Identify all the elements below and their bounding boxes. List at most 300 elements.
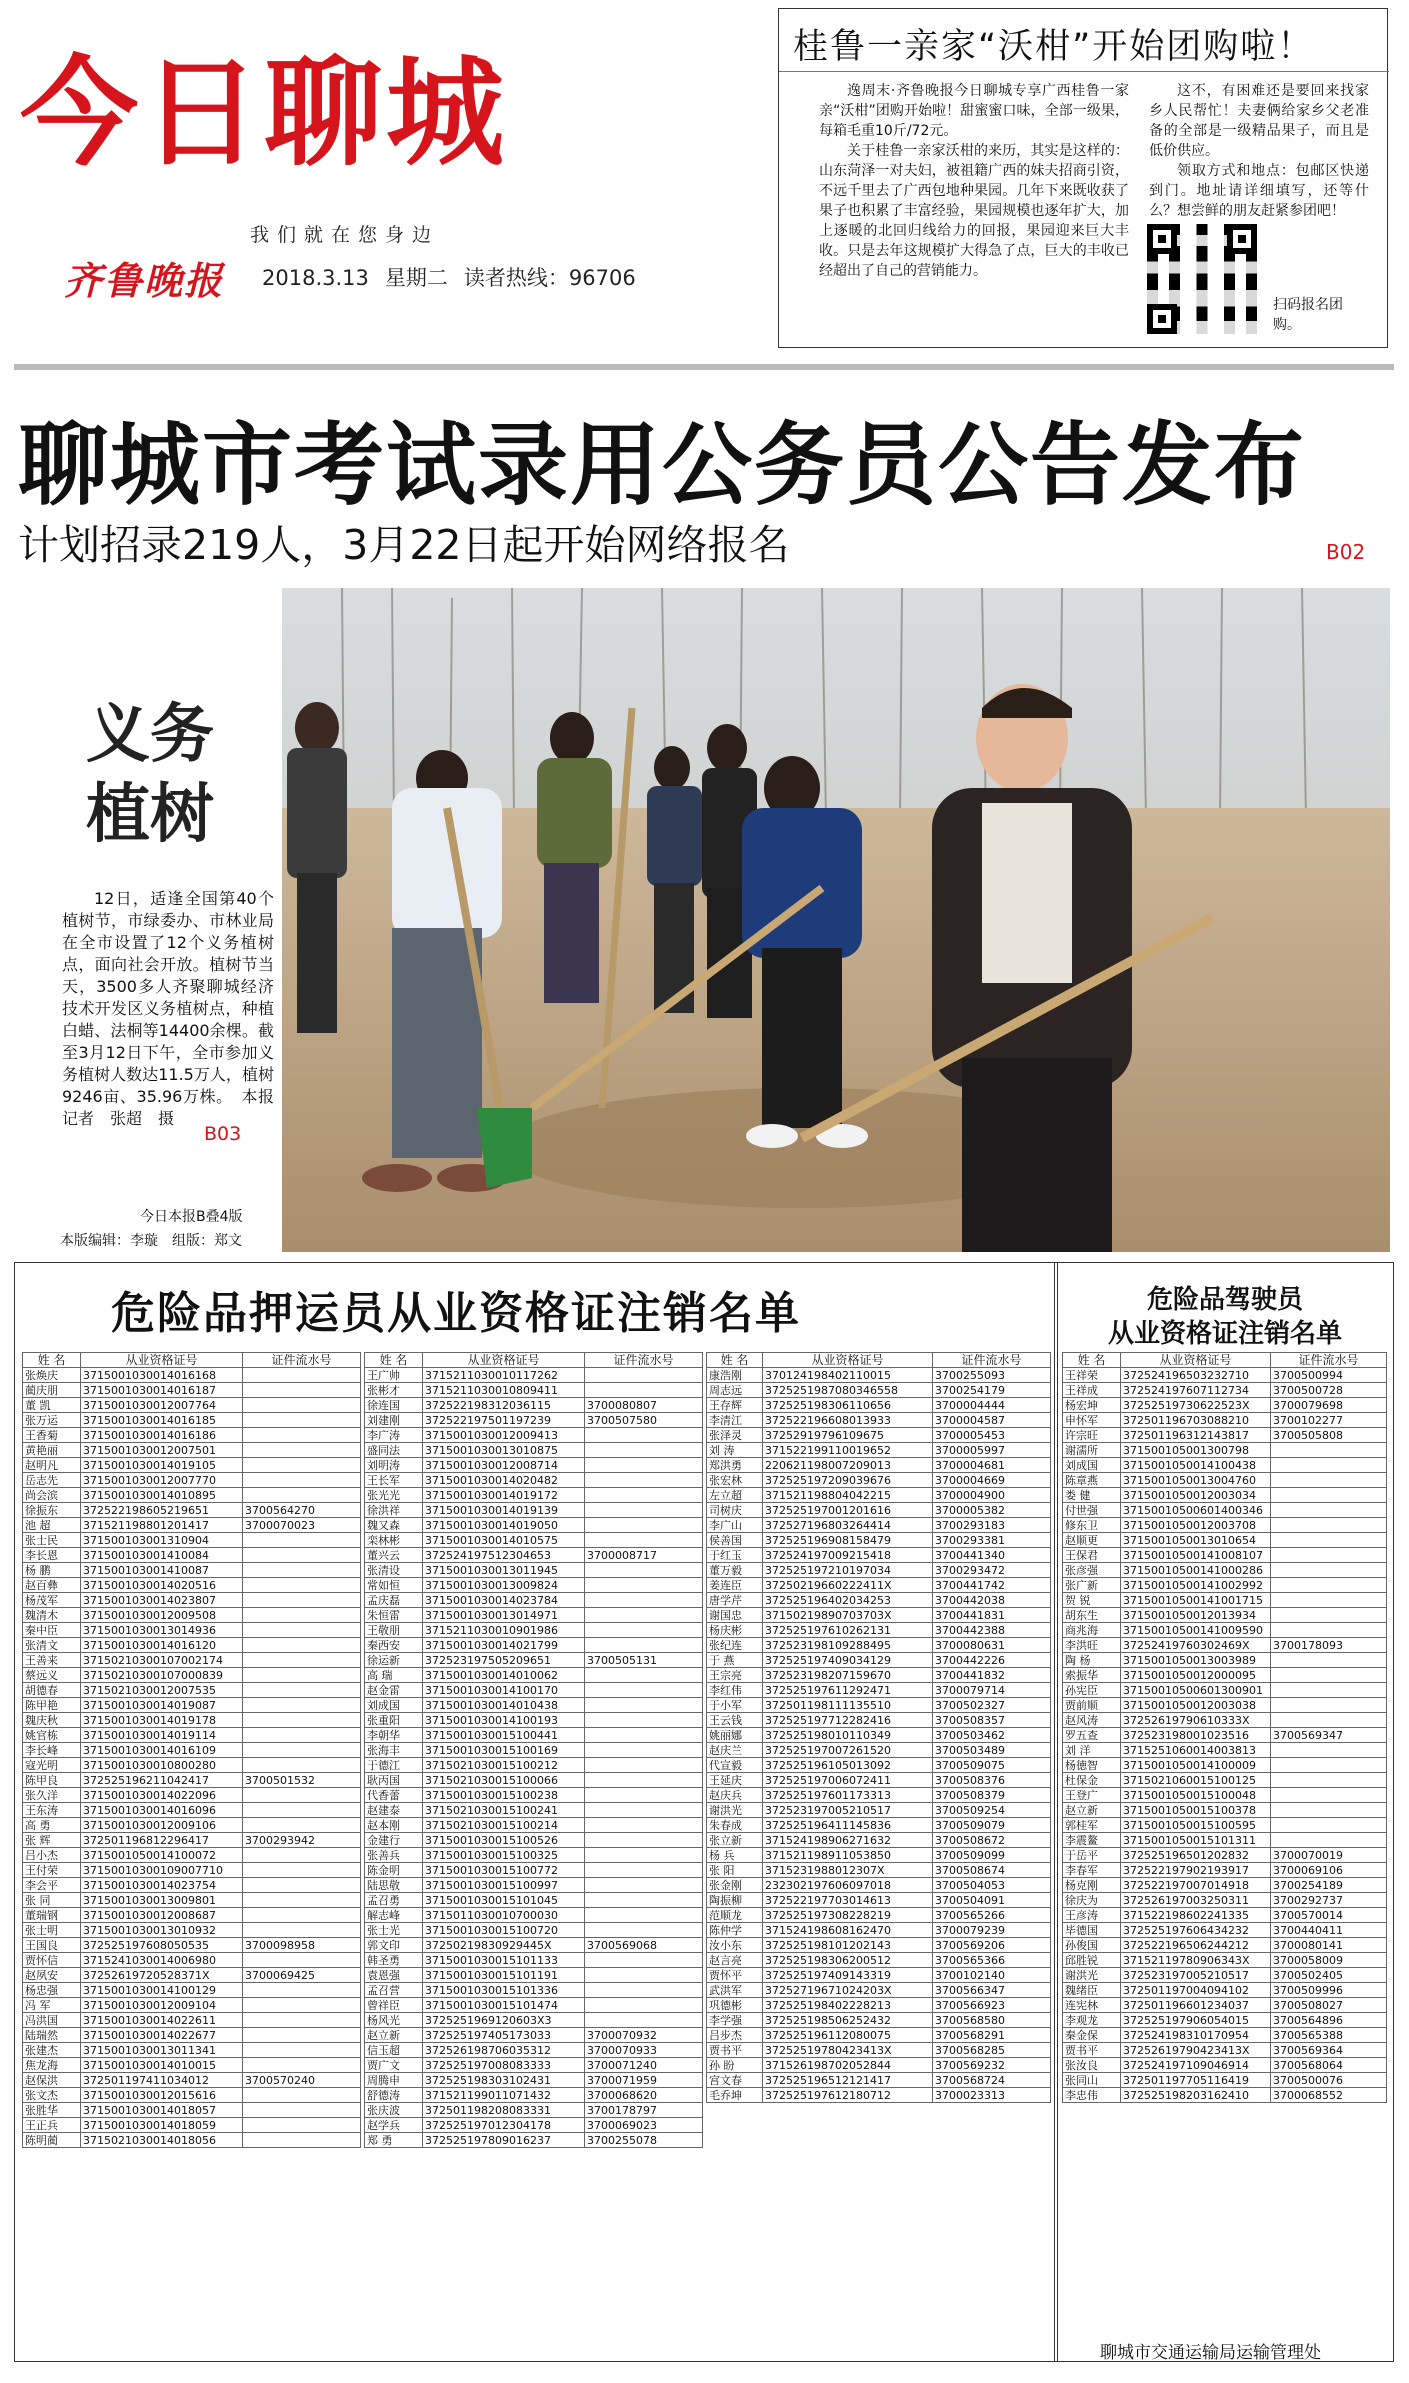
name-cell: 周腾申 [365, 2073, 423, 2088]
table-row [23, 2028, 361, 2043]
serial-number-cell [243, 1368, 361, 1383]
license-number-cell: 371500105001200303​4 [1121, 1488, 1271, 1503]
name-cell: 陶 杨 [1063, 1653, 1121, 1668]
serial-number-cell [243, 1728, 361, 1743]
ad-divider [779, 71, 1389, 72]
serial-number-cell: 3700508672 [933, 1833, 1051, 1848]
name-cell: 郭文印 [365, 1938, 423, 1953]
table-row [365, 1893, 703, 1908]
license-number-cell: 371521103001080941​1 [423, 1383, 585, 1398]
name-cell: 周志远 [707, 1383, 763, 1398]
table-row [365, 1848, 703, 1863]
serial-number-cell [585, 1428, 703, 1443]
license-number-cell: 371500103001510119​1 [423, 1968, 585, 1983]
name-cell: 耿丙国 [365, 1773, 423, 1788]
name-cell: 郭桂军 [1063, 1818, 1121, 1833]
name-cell: 赵明凡 [23, 1458, 81, 1473]
serial-number-cell: 3700068620 [585, 2088, 703, 2103]
table-row [365, 1638, 703, 1653]
groupbuy-ad [778, 8, 1388, 348]
serial-number-cell [243, 1563, 361, 1578]
serial-number-cell: 3700441832 [933, 1668, 1051, 1683]
serial-number-cell: 3700503462 [933, 1728, 1051, 1743]
license-number-cell: 372525197610262131 [763, 1623, 933, 1638]
table-row [23, 1653, 361, 1668]
table-row [23, 1938, 361, 1953]
name-cell: 贾怀平 [707, 1968, 763, 1983]
license-number-cell: 371500105001410095​90 [1121, 1623, 1271, 1638]
license-number-cell: 372525197308228219 [763, 1908, 933, 1923]
table-row [1063, 2058, 1387, 2073]
editor-credit: 本版编辑：李璇 组版：郑文 [60, 1233, 242, 1249]
name-cell: 曾祥臣 [365, 1998, 423, 2013]
serial-number-cell: 3700568064 [1271, 2058, 1387, 2073]
license-number-cell: 371500103001402267​7 [81, 2028, 243, 2043]
name-cell: 陈金明 [365, 1863, 423, 1878]
name-cell: 张庆波 [365, 2103, 423, 2118]
name-cell: 焦龙海 [23, 2058, 81, 2073]
table-row [365, 1998, 703, 2013]
name-cell: 陆瑞然 [23, 2028, 81, 2043]
license-number-cell: 371500103001510044​1 [423, 1728, 585, 1743]
name-cell: 魏清木 [23, 1608, 81, 1623]
license-number-cell: 371500103001301134​1 [81, 2043, 243, 2058]
table-row [365, 1683, 703, 1698]
name-cell: 王存辉 [707, 1398, 763, 1413]
license-number-cell: 371521198801201417 [81, 1518, 243, 1533]
license-number-cell: 372501196601234037 [1121, 1998, 1271, 2013]
table-row [1063, 1593, 1387, 1608]
name-cell: 姚官栋 [23, 1728, 81, 1743]
name-cell: 信玉超 [365, 2043, 423, 2058]
serial-number-cell: 3700178797 [585, 2103, 703, 2118]
table-header-row [23, 1353, 361, 1368]
serial-number-cell: 3700069023 [585, 2118, 703, 2133]
table-row [23, 1923, 361, 1938]
license-number-cell: 372524197607112734 [1121, 1383, 1271, 1398]
serial-number-cell [243, 1443, 361, 1458]
license-number-cell: 372525197008083333 [423, 2058, 585, 2073]
column-header: 从业资格证号 [1121, 1353, 1271, 1368]
serial-number-cell: 3700565388 [1271, 2028, 1387, 2043]
serial-number-cell [243, 1743, 361, 1758]
table-row [23, 1848, 361, 1863]
name-cell: 杜保金 [1063, 1773, 1121, 1788]
table-row [23, 1368, 361, 1383]
license-number-cell: 372522197703014613 [763, 1893, 933, 1908]
name-cell: 徐运新 [365, 1653, 423, 1668]
license-number-cell: 372525196908158479 [763, 1533, 933, 1548]
name-cell: 毛乔坤 [707, 2088, 763, 2103]
tree-title-line: 植树 [86, 778, 214, 852]
license-number-cell: 232302197606097018 [763, 1878, 933, 1893]
license-number-cell: 371500103001401618​6 [81, 1428, 243, 1443]
table-row [365, 1773, 703, 1788]
serial-number-cell [585, 1713, 703, 1728]
license-number-cell: 371500105001410000​9 [1121, 1758, 1271, 1773]
license-number-cell: 371500103001401905​0 [423, 1518, 585, 1533]
name-cell: 贾广文 [365, 2058, 423, 2073]
serial-number-cell: 3700564270 [243, 1503, 361, 1518]
table-row [23, 1668, 361, 1683]
name-cell: 王宗亮 [707, 1668, 763, 1683]
license-number-cell: 372501197411034012 [81, 2073, 243, 2088]
name-cell: 李广涛 [365, 1428, 423, 1443]
serial-number-cell: 3700068552 [1271, 2088, 1387, 2103]
name-cell: 刘明涛 [365, 1458, 423, 1473]
license-number-cell: 371500103001401917​2 [423, 1488, 585, 1503]
serial-number-cell [1271, 1518, 1387, 1533]
license-number-cell: 372525197804234​13X [763, 2043, 933, 2058]
serial-number-cell [243, 2118, 361, 2133]
serial-number-cell: 3700004444 [933, 1398, 1051, 1413]
table-row [1063, 1743, 1387, 1758]
name-cell: 刘 涛 [707, 1443, 763, 1458]
table-row [707, 1623, 1051, 1638]
escort-table-1 [22, 1352, 361, 2148]
license-number-cell: 371500103001201561​6 [81, 2088, 243, 2103]
table-row [365, 1728, 703, 1743]
serial-number-cell: 3700080631 [933, 1638, 1051, 1653]
license-number-cell: 371500103001510072​0 [423, 1923, 585, 1938]
table-row [23, 1638, 361, 1653]
table-row [23, 1413, 361, 1428]
license-number-cell: 372525196211042417 [81, 1773, 243, 1788]
license-number-cell: 371500103001200910​4 [81, 1998, 243, 2013]
license-number-cell: 371500105001510131​1 [1121, 1833, 1271, 1848]
table-row [365, 1743, 703, 1758]
column-header: 从业资格证号 [81, 1353, 243, 1368]
column-header: 证件流水号 [585, 1353, 703, 1368]
table-row [707, 1638, 1051, 1653]
name-cell: 孙宪臣 [1063, 1683, 1121, 1698]
table-row [707, 1788, 1051, 1803]
serial-number-cell: 3700504091 [933, 1893, 1051, 1908]
table-row [707, 1698, 1051, 1713]
table-row [1063, 1908, 1387, 1923]
table-row [1063, 1713, 1387, 1728]
license-number-cell: 372525197405173033 [423, 2028, 585, 2043]
serial-number-cell [243, 1533, 361, 1548]
serial-number-cell [1271, 1503, 1387, 1518]
license-number-cell: 372522198312036115 [423, 1398, 585, 1413]
name-cell: 贾书平 [1063, 2043, 1121, 2058]
serial-number-cell: 3700569347 [1271, 1728, 1387, 1743]
table-row [1063, 1683, 1387, 1698]
license-number-cell: 371500103001402051​6 [81, 1578, 243, 1593]
table-row [707, 1578, 1051, 1593]
table-row [707, 1773, 1051, 1788]
license-number-cell: 371500103001401609​6 [81, 1803, 243, 1818]
table-row [365, 1788, 703, 1803]
serial-number-cell [1271, 1563, 1387, 1578]
name-cell: 杨 鹏 [23, 1563, 81, 1578]
name-cell: 赵本刚 [365, 1818, 423, 1833]
serial-number-cell [243, 2058, 361, 2073]
serial-number-cell: 3700058009 [1271, 1953, 1387, 1968]
license-number-cell: 372501198111135510 [763, 1698, 933, 1713]
license-number-cell: 371500103001401618​5 [81, 1413, 243, 1428]
table-row [707, 1443, 1051, 1458]
table-row [707, 1728, 1051, 1743]
table-row [707, 1473, 1051, 1488]
license-number-cell: 371500105001410029​92 [1121, 1578, 1271, 1593]
name-cell: 张广新 [1063, 1578, 1121, 1593]
serial-number-cell [585, 1458, 703, 1473]
name-cell: 吕小杰 [23, 1848, 81, 1863]
table-row [707, 1368, 1051, 1383]
table-row [23, 1428, 361, 1443]
name-cell: 张清文 [23, 1638, 81, 1653]
table-row [365, 2118, 703, 2133]
license-number-cell: 371500105001300798 [1121, 1443, 1271, 1458]
issue-info: 今日本报B叠4版 [140, 1209, 243, 1225]
name-cell: 贾书平 [707, 2043, 763, 2058]
name-cell: 徐振东 [23, 1503, 81, 1518]
serial-number-cell: 3700080141 [1271, 1938, 1387, 1953]
license-number-cell: 371500103001510133​6 [423, 1983, 585, 1998]
serial-number-cell: 3700005997 [933, 1443, 1051, 1458]
license-number-cell: 371500105001510004​8 [1121, 1788, 1271, 1803]
serial-number-cell [243, 1608, 361, 1623]
name-cell: 朱恒雷 [365, 1608, 423, 1623]
table-row [365, 1698, 703, 1713]
tree-planting-photo [282, 588, 1390, 1252]
table-row [1063, 2013, 1387, 2028]
name-cell: 冯洪国 [23, 2013, 81, 2028]
name-cell: 邱胜锐 [1063, 1953, 1121, 1968]
name-cell: 赵建泰 [365, 1803, 423, 1818]
name-cell: 高 勇 [23, 1818, 81, 1833]
license-number-cell: 372525197306225​23X [1121, 1398, 1271, 1413]
name-cell: 董兴云 [365, 1548, 423, 1563]
license-number-cell: 372525197611292471 [763, 1683, 933, 1698]
table-row [707, 2013, 1051, 2028]
table-header-row [365, 1353, 703, 1368]
escort-table-3 [706, 1352, 1051, 2103]
serial-number-cell [585, 1488, 703, 1503]
table-row [1063, 1383, 1387, 1398]
license-number-cell: 372525198306110656 [763, 1398, 933, 1413]
table-row [1063, 1848, 1387, 1863]
license-number-cell: 371500105006014003​46 [1121, 1503, 1271, 1518]
table-row [23, 1623, 361, 1638]
serial-number-cell [585, 1593, 703, 1608]
serial-number-cell [243, 1413, 361, 1428]
name-cell: 杨茂军 [23, 1593, 81, 1608]
table-row [707, 1983, 1051, 1998]
serial-number-cell [585, 1443, 703, 1458]
license-number-cell: 372525197006072411 [763, 1773, 933, 1788]
name-cell: 陈明蔺 [23, 2133, 81, 2148]
serial-number-cell: 3700564896 [1271, 2013, 1387, 2028]
name-cell: 赵金雷 [365, 1683, 423, 1698]
table-row [707, 1683, 1051, 1698]
serial-number-cell [243, 1383, 361, 1398]
license-number-cell: 372526197205283​71X [81, 1968, 243, 1983]
name-cell: 付世强 [1063, 1503, 1121, 1518]
license-number-cell: 371502103001510006​6 [423, 1773, 585, 1788]
name-cell: 盛同法 [365, 1443, 423, 1458]
table-row [707, 1413, 1051, 1428]
name-cell: 李清江 [707, 1413, 763, 1428]
table-row [23, 2103, 361, 2118]
license-number-cell: 372525197601173313 [763, 1788, 933, 1803]
serial-number-cell: 3700070019 [1271, 1848, 1387, 1863]
license-number-cell: 371521103001090198​6 [423, 1623, 585, 1638]
name-cell: 张万运 [23, 1413, 81, 1428]
serial-number-cell [243, 1683, 361, 1698]
license-number-cell: 372525198101202143 [763, 1938, 933, 1953]
name-cell: 姚丽娜 [707, 1728, 763, 1743]
column-header: 证件流水号 [243, 1353, 361, 1368]
table-row [365, 2013, 703, 2028]
table-row [1063, 1863, 1387, 1878]
table-row [365, 1548, 703, 1563]
license-number-cell: 371526198702052844 [763, 2058, 933, 2073]
serial-number-cell [243, 1473, 361, 1488]
table-row [23, 2133, 361, 2148]
license-number-cell: 372526197904234​13X [1121, 2043, 1271, 2058]
license-number-cell: 372501196812296417 [81, 1833, 243, 1848]
section-divider [14, 364, 1394, 370]
serial-number-cell [585, 1893, 703, 1908]
name-cell: 谢洪光 [1063, 1968, 1121, 1983]
serial-number-cell [243, 2028, 361, 2043]
license-number-cell: 372525198402228213 [763, 1998, 933, 2013]
license-number-cell: 371500103001401043​8 [423, 1698, 585, 1713]
license-number-cell: 371500103001300982​4 [423, 1578, 585, 1593]
license-number-cell: 372522197902193917 [1121, 1863, 1271, 1878]
serial-number-cell [1271, 1443, 1387, 1458]
serial-number-cell: 3700293942 [243, 1833, 361, 1848]
license-number-cell: 371500103001401057​5 [423, 1533, 585, 1548]
serial-number-cell [1271, 1608, 1387, 1623]
table-row [707, 1653, 1051, 1668]
license-number-cell: 372525196501202832 [1121, 1848, 1271, 1863]
name-cell: 郑 勇 [365, 2133, 423, 2148]
serial-number-cell: 3700569068 [585, 1938, 703, 1953]
table-row [707, 2088, 1051, 2103]
name-cell: 韩圣勇 [365, 1953, 423, 1968]
name-cell: 王延庆 [707, 1773, 763, 1788]
table-row [707, 2073, 1051, 2088]
table-row [365, 1608, 703, 1623]
name-cell: 张光光 [365, 1488, 423, 1503]
license-number-cell: 371500103001401913​9 [423, 1503, 585, 1518]
page-ref-b03: B03 [204, 1123, 242, 1145]
serial-number-cell: 3700568724 [933, 2073, 1051, 2088]
name-cell: 李红伟 [707, 1683, 763, 1698]
serial-number-cell [585, 1923, 703, 1938]
name-cell: 刘成国 [365, 1698, 423, 1713]
name-cell: 张金刚 [707, 1878, 763, 1893]
serial-number-cell [243, 1458, 361, 1473]
license-number-cell: 371500103001301493​6 [81, 1623, 243, 1638]
name-cell: 王国良 [23, 1938, 81, 1953]
table-row [365, 1518, 703, 1533]
name-cell: 赵立新 [1063, 1803, 1121, 1818]
license-number-cell: 371525106001400381​3 [1121, 1743, 1271, 1758]
table-row [365, 1413, 703, 1428]
name-cell: 娄 健 [1063, 1488, 1121, 1503]
table-header-row [707, 1353, 1051, 1368]
table-row [23, 1713, 361, 1728]
table-row [23, 1758, 361, 1773]
serial-number-cell: 3700070023 [243, 1518, 361, 1533]
serial-number-cell [585, 1998, 703, 2013]
table-row [23, 1863, 361, 1878]
name-cell: 张清设 [365, 1563, 423, 1578]
license-number-cell: 372525197612180712 [763, 2088, 933, 2103]
name-cell: 侯善国 [707, 1533, 763, 1548]
name-cell: 汝小东 [707, 1938, 763, 1953]
serial-number-cell: 3700441742 [933, 1578, 1051, 1593]
name-cell: 于 燕 [707, 1653, 763, 1668]
table-row [707, 1938, 1051, 1953]
table-row [1063, 1443, 1387, 1458]
serial-number-cell: 3700079698 [1271, 1398, 1387, 1413]
table-row [707, 1893, 1051, 1908]
name-cell: 王正兵 [23, 2118, 81, 2133]
license-number-cell: 371500103001090077​10 [81, 1863, 243, 1878]
serial-number-cell [243, 1893, 361, 1908]
license-number-cell: 371502103001510024​1 [423, 1803, 585, 1818]
name-cell: 武洪军 [707, 1983, 763, 1998]
serial-number-cell [243, 1428, 361, 1443]
serial-number-cell [585, 1983, 703, 1998]
driver-title-line: 危险品驾驶员 [1146, 1285, 1303, 1315]
license-number-cell: 371502103001200753​5 [81, 1683, 243, 1698]
tree-title-line: 义务 [86, 698, 214, 772]
name-cell: 胡东生 [1063, 1608, 1121, 1623]
serial-number-cell [243, 1818, 361, 1833]
table-row [365, 2028, 703, 2043]
license-number-cell: 371500103001401089​5 [81, 1488, 243, 1503]
serial-number-cell [585, 1503, 703, 1518]
subheadline: 计划招录219人，3月22日起开始网络报名 [18, 521, 790, 569]
license-number-cell: 371500105001301065​4 [1121, 1533, 1271, 1548]
license-number-cell: 371521199011071432 [423, 2088, 585, 2103]
name-cell: 杨徳智 [1063, 1758, 1121, 1773]
table-row [365, 1368, 703, 1383]
name-cell: 赵庆兰 [707, 1743, 763, 1758]
table-row [365, 1818, 703, 1833]
serial-number-cell [243, 1983, 361, 1998]
table-row [365, 1473, 703, 1488]
serial-number-cell: 3700440411 [1271, 1923, 1387, 1938]
license-number-cell: 371500103001401805​7 [81, 2103, 243, 2118]
name-cell: 商兆海 [1063, 1623, 1121, 1638]
table-row [23, 1803, 361, 1818]
qr-code-icon[interactable] [1147, 224, 1257, 334]
license-number-cell: 371521198804042215 [763, 1488, 933, 1503]
name-cell: 孙 盼 [707, 2058, 763, 2073]
license-number-cell: 372525196105013092 [763, 1758, 933, 1773]
serial-number-cell [243, 2013, 361, 2028]
serial-number-cell [243, 1848, 361, 1863]
name-cell: 黄艳丽 [23, 1443, 81, 1458]
serial-number-cell: 3700071240 [585, 2058, 703, 2073]
table-row [365, 2088, 703, 2103]
name-cell: 张胜华 [23, 2103, 81, 2118]
name-cell: 尚会滨 [23, 1488, 81, 1503]
serial-number-cell: 3700508376 [933, 1773, 1051, 1788]
license-number-cell: 372526197906103​33X [1121, 1713, 1271, 1728]
name-cell: 张善兵 [365, 1848, 423, 1863]
name-cell: 张汝良 [1063, 2058, 1121, 2073]
serial-number-cell [585, 1908, 703, 1923]
